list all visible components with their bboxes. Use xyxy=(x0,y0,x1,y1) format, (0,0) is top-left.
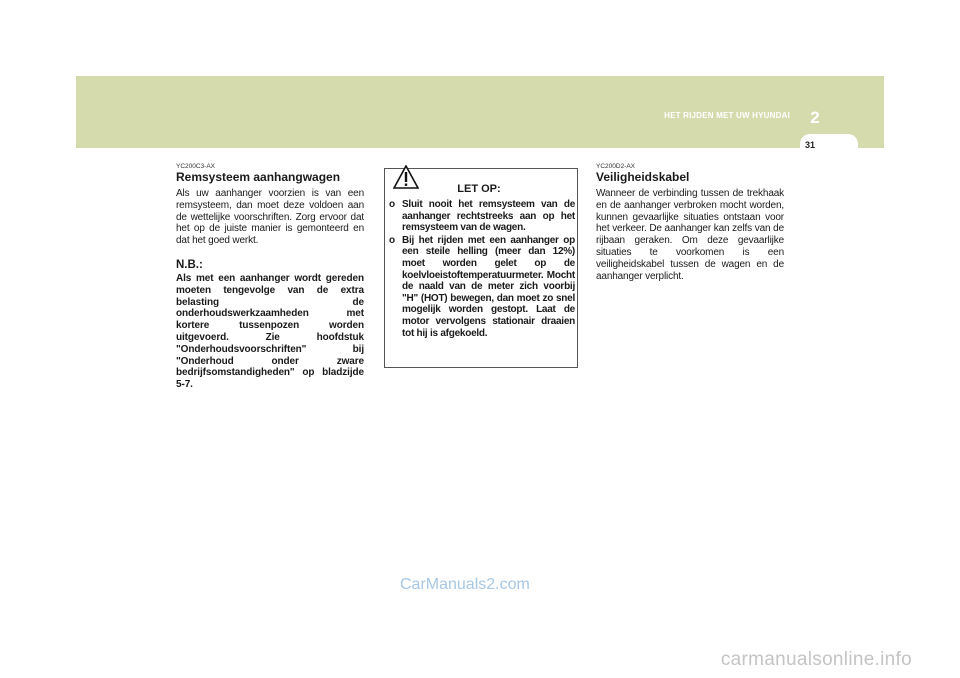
left-column xyxy=(176,163,364,391)
warning-item-text: Bij het rijden met een aanhanger op een steile helling (meer dan 12%) moet worden gelet op de koelvloeistoftemperatuurmeter. Mocht de naald van de meter zich voorbij "H" (HOT) bewegen, dan moet zo snel mogelijk worden gestopt. Laat de motor vervolgens stationair draaien tot hij is afgekoeld. xyxy=(402,234,575,339)
section-code: YC200C3-AX xyxy=(176,163,216,170)
note-title: N.B.: xyxy=(176,258,203,271)
watermark-link[interactable]: CarManuals2.com xyxy=(400,576,530,593)
footer-logo[interactable]: carmanualsonline.info xyxy=(720,649,912,670)
warning-item xyxy=(389,199,575,234)
bullet: o xyxy=(389,234,395,246)
right-column xyxy=(596,163,784,282)
section-body: Als uw aanhanger voorzien is van een remsysteem, dan moet deze voldoen aan de wettelijke voorschriften. Zorg ervoor dat het op de juiste manier is gemonteerd en dat het goed werkt. xyxy=(176,188,364,247)
warning-item xyxy=(389,235,575,339)
section-code: YC200D2-AX xyxy=(596,163,636,170)
warning-box xyxy=(384,168,578,368)
chapter-number: 2 xyxy=(810,108,820,127)
warning-item-text: Sluit nooit het remsysteem van de aanhanger rechtstreeks aan op het remsysteem van de wagen. xyxy=(402,199,575,234)
chapter-title: HET RIJDEN MET UW HYUNDAI xyxy=(664,111,790,120)
section-body: Wanneer de verbinding tussen de trekhaak en de aanhanger verbroken mocht worden, kunnen gevaarlijke situaties ontstaan voor het verkeer. De aanhanger kan zelfs van de rijbaan geraken. Om deze gevaarlijke situaties te voorkomen is een veiligheidskabel tussen de wagen en de aanhanger verplicht. xyxy=(596,188,784,282)
warning-title: LET OP: xyxy=(457,183,501,195)
page-number: 31 xyxy=(804,140,815,150)
note-text: Als met een aanhanger wordt gereden moeten tengevolge van de extra belasting de onderhoudswerkzaamheden met kortere tussenpozen worden uitgevoerd. Zie hoofdstuk "Onderhoudsvoorschriften" bij "Onderhoud onder zware bedrijfsomstandigheden" op bladzijde 5-7. xyxy=(176,272,364,391)
warning-triangle-icon xyxy=(393,165,419,189)
warning-list xyxy=(389,199,575,340)
section-heading: Veiligheidskabel xyxy=(596,170,690,184)
bullet: o xyxy=(389,199,395,210)
section-heading: Remsysteem aanhangwagen xyxy=(176,170,341,184)
